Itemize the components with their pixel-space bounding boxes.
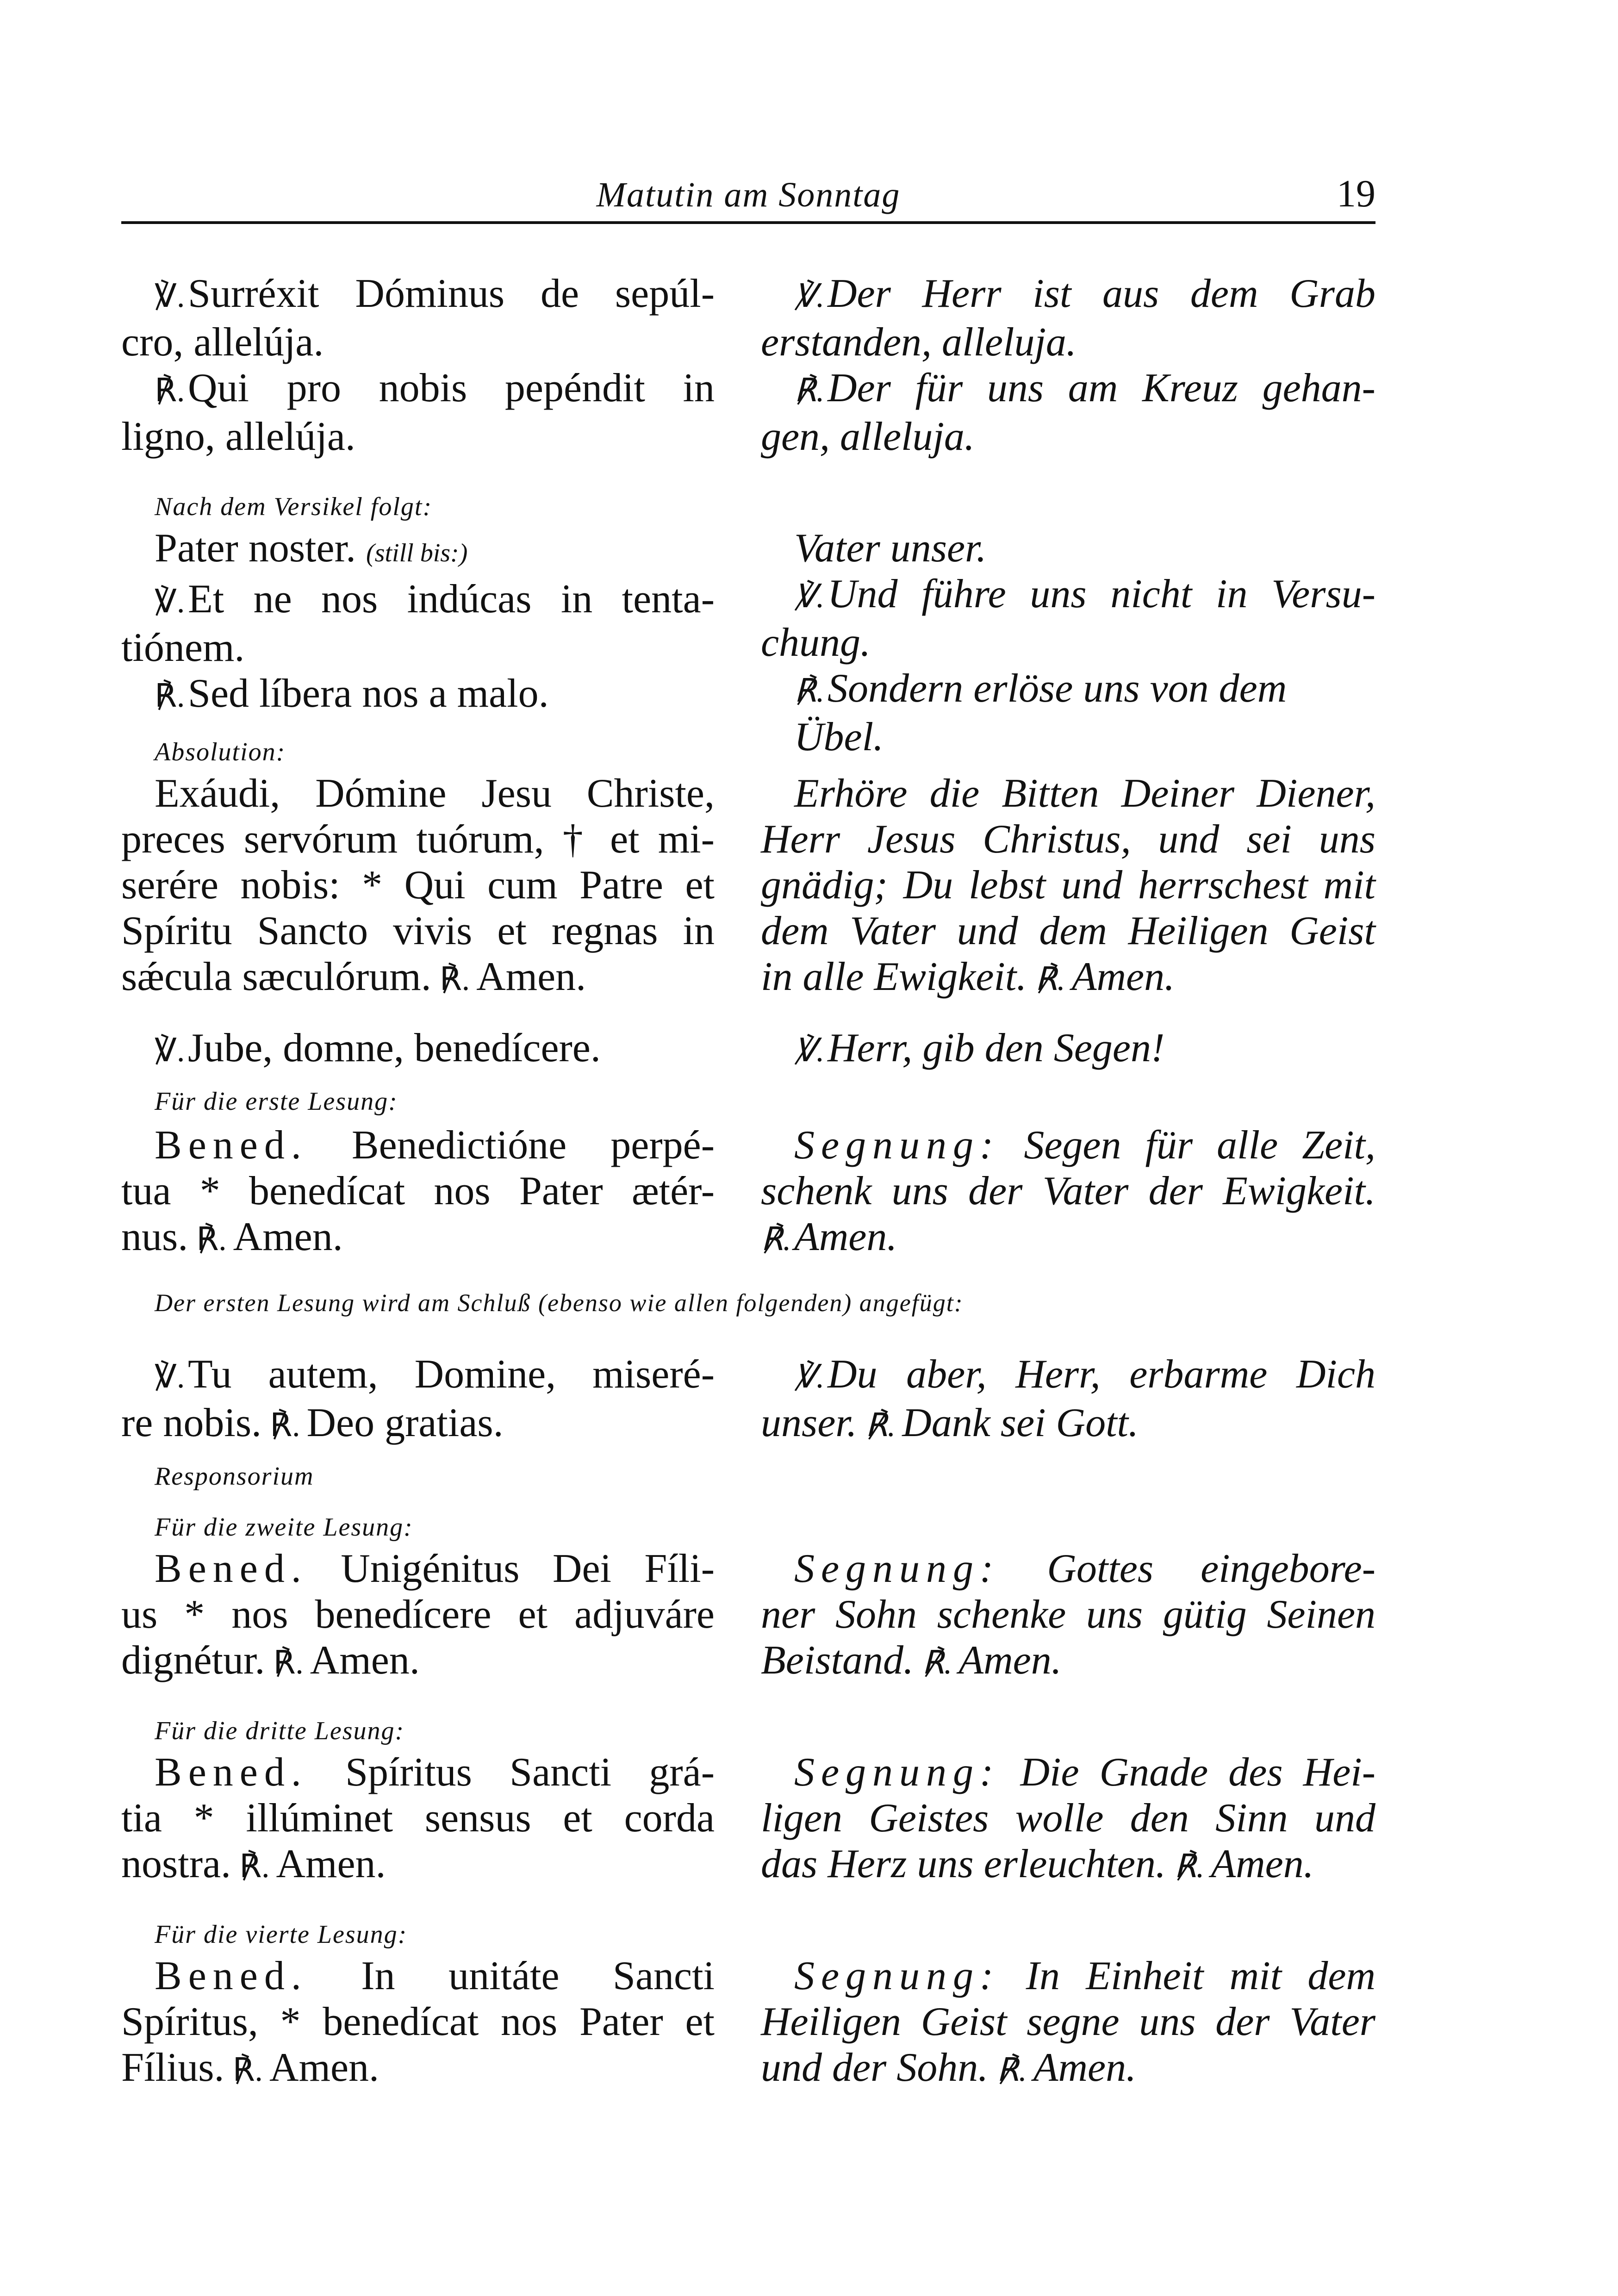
- pater-text-german: Vater unser.: [794, 526, 987, 571]
- rubric-conclusion: Der ersten Lesung wird am Schluß (ebenso wie allen folgenden) angefügt:: [155, 1289, 964, 1317]
- first-blessing-latin: Bened. Benedictióne perpé- tua * benedícat nos Pater ætér- nus. ℟. Amen.: [121, 1123, 715, 1259]
- response-symbol: ℟.: [794, 373, 825, 409]
- bened-label: Bened.: [155, 1123, 308, 1168]
- header-title: Matutin am Sonntag: [596, 175, 901, 214]
- verse1-german: ℣.Der Herr ist aus dem Grab erstanden, alleluja. ℟.Der für uns am Kreuz gehan- gen, alleluja.: [761, 271, 1375, 459]
- response-line: ℟.Der für uns am Kreuz gehan-: [761, 365, 1375, 414]
- tu-autem-german: ℣.Du aber, Herr, erbarme Dich unser. ℟. Dank sei Gott.: [761, 1352, 1375, 1445]
- jube-german: ℣.Herr, gib den Segen!: [794, 1026, 1165, 1070]
- absolution-latin: Exáudi, Dómine Jesu Christe, preces servórum tuórum, † et mi- serére nobis: * Qui cum Patre et Spíritu Sancto vivis et regnas in sǽcula sæculórum. ℟. Amen.: [121, 771, 715, 999]
- pater-german: Vater unser. ℣.Und führe uns nicht in Versu- chung. ℟.Sondern erlöse uns von dem Übel.: [761, 526, 1375, 759]
- fourth-blessing-latin: Bened. In unitáte Sancti Spíritus, * benedícat nos Pater et Fílius. ℟. Amen.: [121, 1954, 715, 2090]
- versicle-symbol: ℣.: [794, 279, 825, 314]
- versicle-symbol: ℣.: [155, 279, 185, 314]
- rubric-second-reading: Für die zweite Lesung:: [155, 1513, 413, 1542]
- absolution-german: Erhöre die Bitten Deiner Diener, Herr Jesus Christus, und sei uns gnädig; Du lebst und herrschest mit dem Vater und dem Heiligen Geist in alle Ewigkeit. ℟. Amen.: [761, 771, 1375, 999]
- pater-note: (still bis:): [366, 539, 468, 567]
- page-number: 19: [1337, 172, 1375, 215]
- first-blessing-german: Segnung: Segen für alle Zeit, schenk uns der Vater der Ewigkeit. ℟.Amen.: [761, 1123, 1376, 1259]
- rubric-first-reading: Für die erste Lesung:: [155, 1087, 398, 1116]
- jube-latin: ℣.Jube, domne, benedícere.: [155, 1026, 601, 1070]
- fourth-blessing-german: Segnung: In Einheit mit dem Heiligen Geist segne uns der Vater und der Sohn. ℟. Amen.: [761, 1954, 1375, 2090]
- response-line: ℟.Qui pro nobis pepéndit in: [121, 365, 715, 414]
- second-blessing-german: Segnung: Gottes eingebore- ner Sohn schenke uns gütig Seinen Beistand. ℟. Amen.: [761, 1546, 1375, 1683]
- running-header: [121, 167, 1375, 224]
- response-symbol: ℟.: [155, 373, 185, 409]
- verse1-latin: ℣.Surréxit Dóminus de sepúl- cro, allelúja. ℟.Qui pro nobis pepéndit in ligno, allelúja.: [121, 271, 715, 459]
- pater-latin: Pater noster. (still bis:) ℣.Et ne nos indúcas in tenta- tiónem. ℟.Sed líbera nos a malo.: [121, 526, 715, 716]
- versicle-line: ℣.Surréxit Dóminus de sepúl-: [121, 271, 715, 319]
- third-blessing-latin: Bened. Spíritus Sancti grá- tia * illúminet sensus et corda nostra. ℟. Amen.: [121, 1750, 715, 1886]
- rubric-third-reading: Für die dritte Lesung:: [155, 1717, 405, 1745]
- third-blessing-german: Segnung: Die Gnade des Hei- ligen Geistes wolle den Sinn und das Herz uns erleuchten. ℟. Amen.: [761, 1750, 1375, 1886]
- rubric-responsorium: Responsorium: [155, 1462, 314, 1491]
- rubric-absolution: Absolution:: [155, 738, 286, 766]
- tu-autem-latin: ℣.Tu autem, Domine, miseré- re nobis. ℟. Deo gratias.: [121, 1352, 715, 1445]
- pater-text: Pater noster.: [155, 526, 356, 571]
- second-blessing-latin: Bened. Unigénitus Dei Fíli- us * nos benedícere et adjuváre dignétur. ℟. Amen.: [121, 1546, 715, 1683]
- segnung-label: Segnung:: [794, 1123, 1000, 1168]
- versicle-line: ℣.Der Herr ist aus dem Grab: [761, 271, 1375, 319]
- rubric-versikel: Nach dem Versikel folgt:: [155, 492, 433, 521]
- rubric-fourth-reading: Für die vierte Lesung:: [155, 1920, 408, 1949]
